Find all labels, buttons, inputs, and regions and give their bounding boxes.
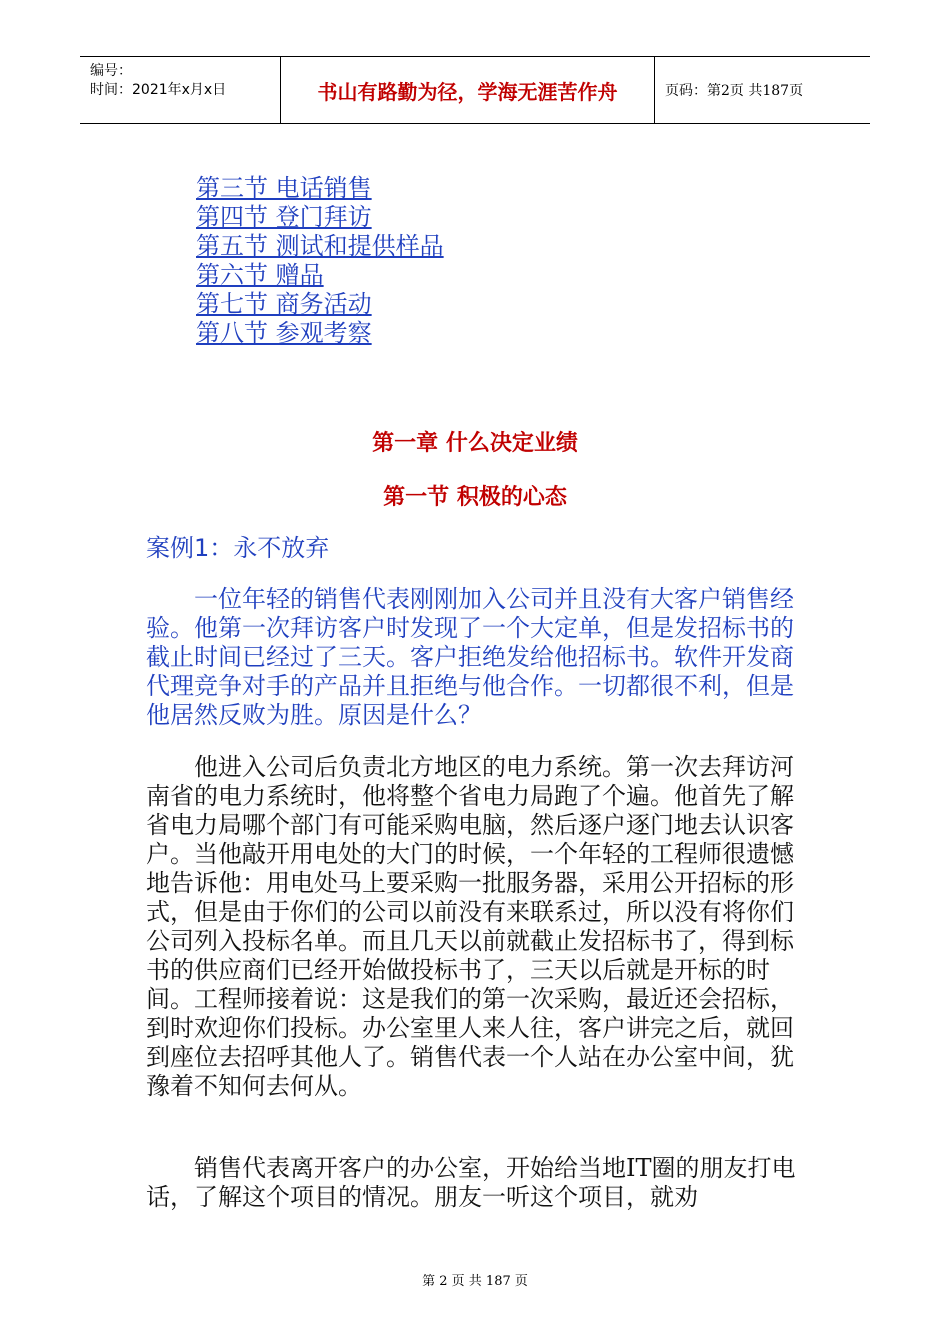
- toc-link-section-3[interactable]: 第三节 电话销售: [196, 174, 372, 202]
- paragraph-intro: 一位年轻的销售代表刚刚加入公司并且没有大客户销售经验。他第一次拜访客户时发现了一个大定单，但是发招标书的截止时间已经过了三天。客户拒绝发给他招标书。软件开发商代理竞争对手的产品并且拒绝与他合作。一切都很不利，但是他居然反败为胜。原因是什么？: [146, 585, 794, 729]
- toc-link-section-5[interactable]: 第五节 测试和提供样品: [196, 232, 444, 260]
- header-page-info: 页码：第2页 共187页: [665, 83, 804, 99]
- toc-link-section-8[interactable]: 第八节 参观考察: [196, 319, 372, 347]
- page-footer: 第 2 页 共 187 页: [422, 1274, 528, 1289]
- header-motto-cell: [281, 57, 655, 123]
- header-page-cell: [655, 57, 870, 123]
- header-date: 时间：2021年x月x日: [90, 82, 227, 98]
- header-number-label: 编号：: [90, 63, 132, 79]
- header-table: [80, 56, 870, 124]
- case-title: 案例1：永不放弃: [146, 534, 330, 562]
- toc-link-section-6[interactable]: 第六节 赠品: [196, 261, 324, 289]
- header-motto: 书山有路勤为径，学海无涯苦作舟: [317, 79, 618, 104]
- table-of-contents: [196, 174, 444, 348]
- paragraph-continuation: 销售代表离开客户的办公室，开始给当地IT圈的朋友打电话，了解这个项目的情况。朋友一听这个项目，就劝: [146, 1154, 796, 1211]
- header-meta-cell: [80, 57, 281, 123]
- section-title: 第一节 积极的心态: [383, 484, 567, 510]
- toc-link-section-4[interactable]: 第四节 登门拜访: [196, 203, 372, 231]
- toc-link-section-7[interactable]: 第七节 商务活动: [196, 290, 372, 318]
- chapter-title: 第一章 什么决定业绩: [372, 430, 578, 456]
- paragraph-story: 他进入公司后负责北方地区的电力系统。第一次去拜访河南省的电力系统时，他将整个省电力局跑了个遍。他首先了解省电力局哪个部门有可能采购电脑，然后逐户逐门地去认识客户。当他敲开用电处的大门的时候，一个年轻的工程师很遗憾地告诉他：用电处马上要采购一批服务器，采用公开招标的形式，但是由于你们的公司以前没有来联系过，所以没有将你们公司列入投标名单。而且几天以前就截止发招标书了，得到标书的供应商们已经开始做投标书了，三天以后就是开标的时间。工程师接着说：这是我们的第一次采购，最近还会招标，到时欢迎你们投标。办公室里人来人往，客户讲完之后，就回到座位去招呼其他人了。销售代表一个人站在办公室中间，犹豫着不知何去何从。: [146, 753, 794, 1100]
